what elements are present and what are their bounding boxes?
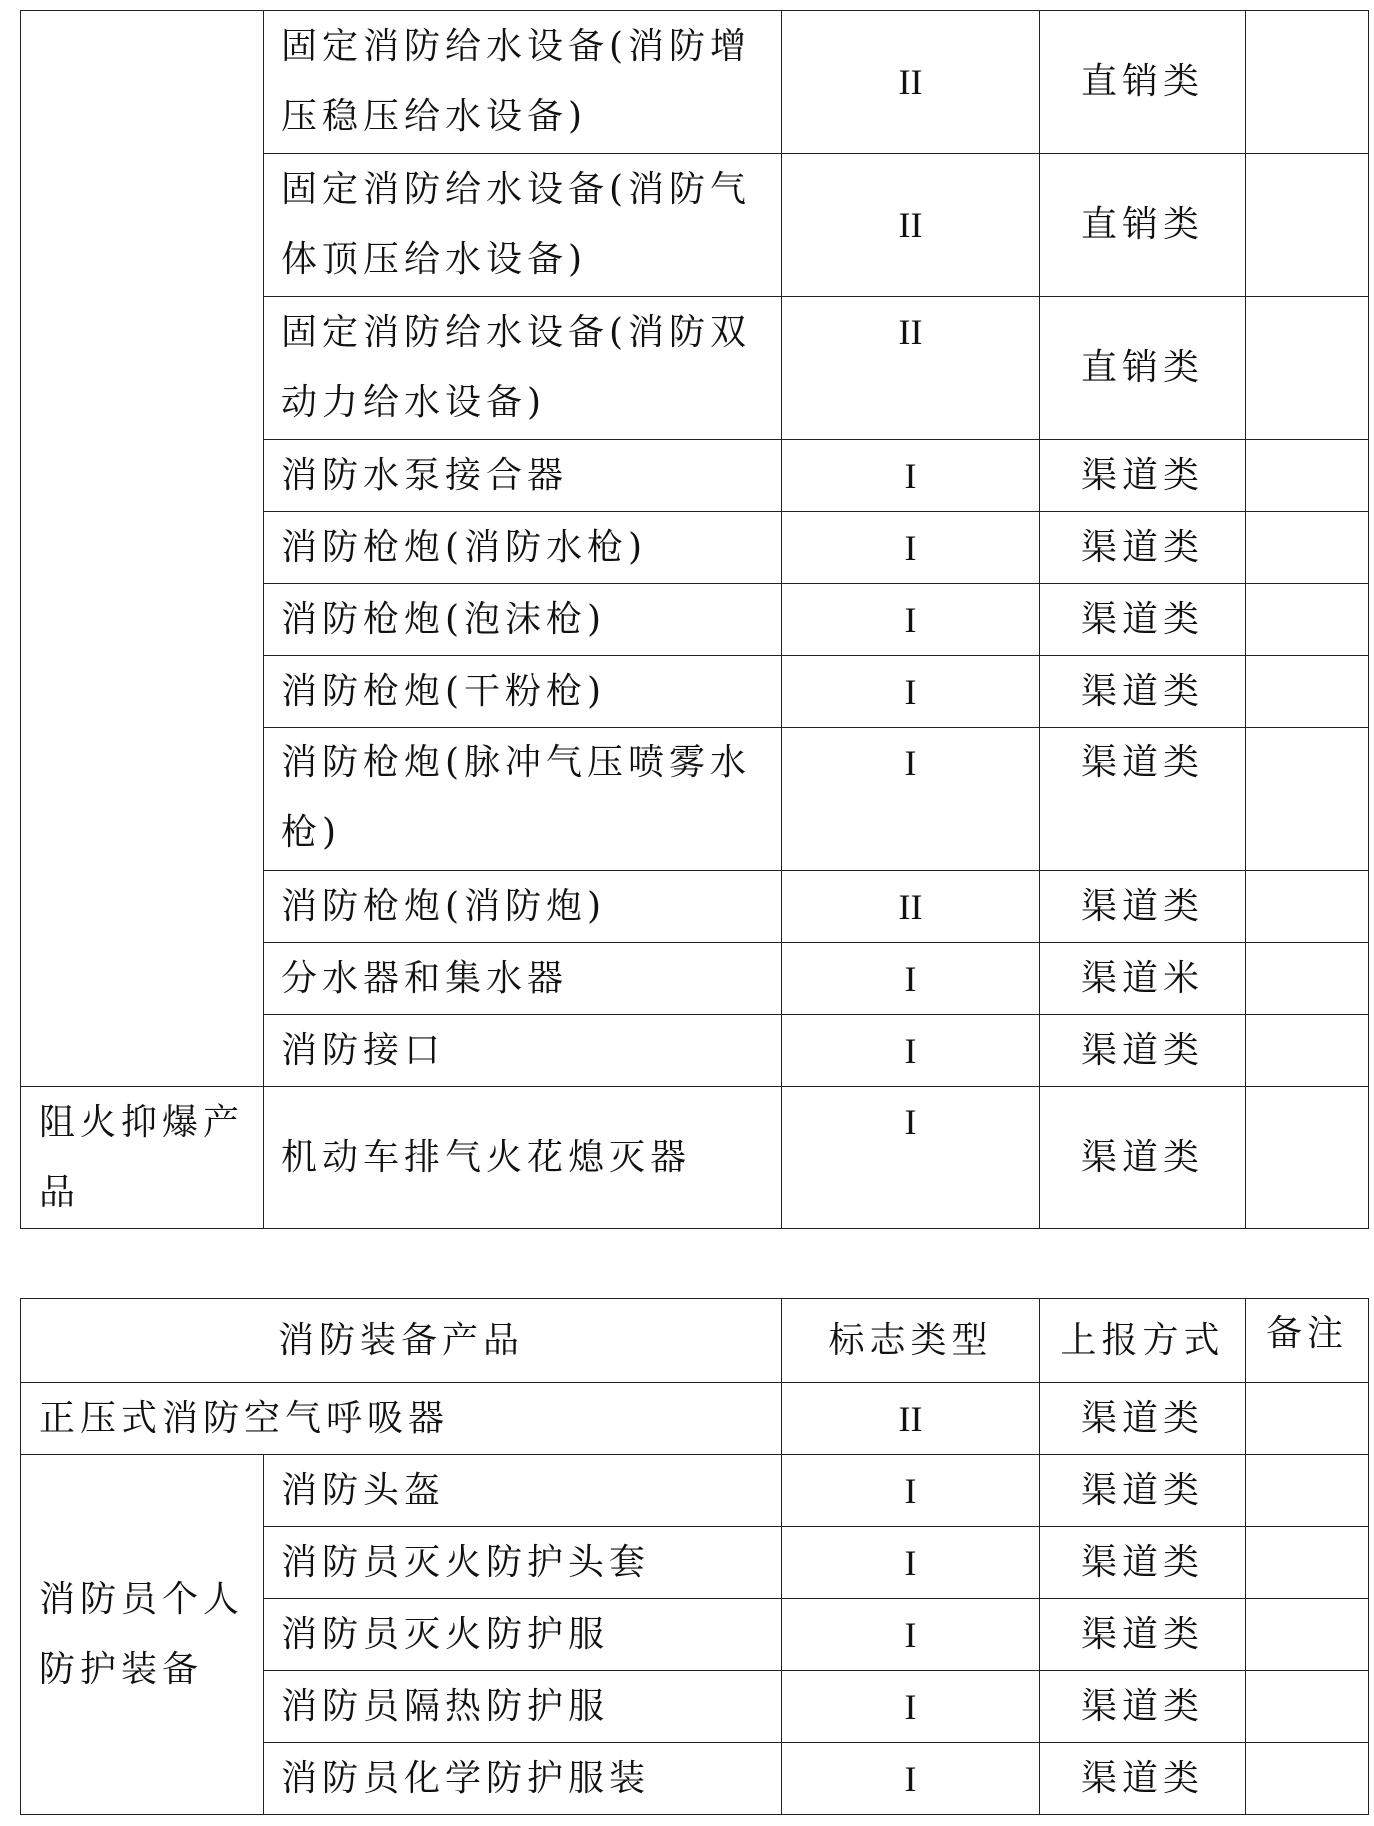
mark-type: I xyxy=(782,1671,1040,1743)
product-name: 分水器和集水器 xyxy=(264,943,782,1015)
note-cell xyxy=(1246,440,1369,512)
note-cell xyxy=(1246,943,1369,1015)
product-name: 机动车排气火花熄灭器 xyxy=(264,1087,782,1229)
note-cell xyxy=(1246,1743,1369,1815)
report-method: 渠道类 xyxy=(1040,1455,1246,1527)
mark-type: I xyxy=(782,728,1040,871)
mark-type: I xyxy=(782,1455,1040,1527)
table-row xyxy=(21,1087,1369,1229)
report-method: 渠道类 xyxy=(1040,1087,1246,1229)
report-method: 渠道米 xyxy=(1040,943,1246,1015)
product-name: 消防枪炮(脉冲气压喷雾水枪) xyxy=(264,728,782,871)
product-name: 消防水泵接合器 xyxy=(264,440,782,512)
report-method: 渠道类 xyxy=(1040,584,1246,656)
product-name: 消防枪炮(消防水枪) xyxy=(264,512,782,584)
note-cell xyxy=(1246,512,1369,584)
table-header-row xyxy=(21,1299,1369,1383)
note-cell xyxy=(1246,154,1369,297)
mark-type: I xyxy=(782,1087,1040,1229)
product-name: 消防员灭火防护服 xyxy=(264,1599,782,1671)
note-cell xyxy=(1246,656,1369,728)
product-name: 消防员化学防护服装 xyxy=(264,1743,782,1815)
table-row xyxy=(21,1383,1369,1455)
note-cell xyxy=(1246,1527,1369,1599)
product-table-continued xyxy=(20,10,1369,1229)
header-product: 消防装备产品 xyxy=(21,1299,782,1383)
header-note: 备注 xyxy=(1246,1299,1369,1383)
category-name: 消防员个人防护装备 xyxy=(21,1455,264,1815)
note-cell xyxy=(1246,1087,1369,1229)
note-cell xyxy=(1246,1671,1369,1743)
report-method: 渠道类 xyxy=(1040,1527,1246,1599)
product-name: 正压式消防空气呼吸器 xyxy=(21,1383,782,1455)
mark-type: I xyxy=(782,943,1040,1015)
table-row xyxy=(21,1455,1369,1527)
note-cell xyxy=(1246,1015,1369,1087)
mark-type: I xyxy=(782,1527,1040,1599)
table-row xyxy=(21,11,1369,154)
mark-type: II xyxy=(782,297,1040,440)
report-method: 渠道类 xyxy=(1040,728,1246,871)
report-method: 直销类 xyxy=(1040,11,1246,154)
report-method: 渠道类 xyxy=(1040,656,1246,728)
header-report-method: 上报方式 xyxy=(1040,1299,1246,1383)
header-mark-type: 标志类型 xyxy=(782,1299,1040,1383)
product-name: 固定消防给水设备(消防增压稳压给水设备) xyxy=(264,11,782,154)
product-name: 消防头盔 xyxy=(264,1455,782,1527)
report-method: 渠道类 xyxy=(1040,440,1246,512)
product-name: 消防员隔热防护服 xyxy=(264,1671,782,1743)
product-name: 消防枪炮(干粉枪) xyxy=(264,656,782,728)
note-cell xyxy=(1246,584,1369,656)
note-cell xyxy=(1246,297,1369,440)
report-method: 渠道类 xyxy=(1040,1383,1246,1455)
mark-type: II xyxy=(782,154,1040,297)
report-method: 渠道类 xyxy=(1040,1671,1246,1743)
mark-type: I xyxy=(782,1743,1040,1815)
mark-type: I xyxy=(782,584,1040,656)
note-cell xyxy=(1246,1383,1369,1455)
mark-type: II xyxy=(782,1383,1040,1455)
mark-type: I xyxy=(782,512,1040,584)
mark-type: I xyxy=(782,656,1040,728)
note-cell xyxy=(1246,1599,1369,1671)
note-cell xyxy=(1246,871,1369,943)
report-method: 渠道类 xyxy=(1040,871,1246,943)
mark-type: II xyxy=(782,11,1040,154)
product-name: 消防枪炮(泡沫枪) xyxy=(264,584,782,656)
note-cell xyxy=(1246,11,1369,154)
note-cell xyxy=(1246,1455,1369,1527)
product-name: 固定消防给水设备(消防气体顶压给水设备) xyxy=(264,154,782,297)
report-method: 直销类 xyxy=(1040,154,1246,297)
mark-type: II xyxy=(782,871,1040,943)
category-cell-empty xyxy=(21,11,264,1087)
category-name: 阻火抑爆产品 xyxy=(21,1087,264,1229)
report-method: 渠道类 xyxy=(1040,1599,1246,1671)
product-name: 消防接口 xyxy=(264,1015,782,1087)
report-method: 渠道类 xyxy=(1040,1743,1246,1815)
report-method: 渠道类 xyxy=(1040,512,1246,584)
equipment-product-table xyxy=(20,1298,1369,1815)
product-name: 消防员灭火防护头套 xyxy=(264,1527,782,1599)
note-cell xyxy=(1246,728,1369,871)
mark-type: I xyxy=(782,1599,1040,1671)
report-method: 渠道类 xyxy=(1040,1015,1246,1087)
product-name: 固定消防给水设备(消防双动力给水设备) xyxy=(264,297,782,440)
report-method: 直销类 xyxy=(1040,297,1246,440)
product-name: 消防枪炮(消防炮) xyxy=(264,871,782,943)
mark-type: I xyxy=(782,1015,1040,1087)
mark-type: I xyxy=(782,440,1040,512)
